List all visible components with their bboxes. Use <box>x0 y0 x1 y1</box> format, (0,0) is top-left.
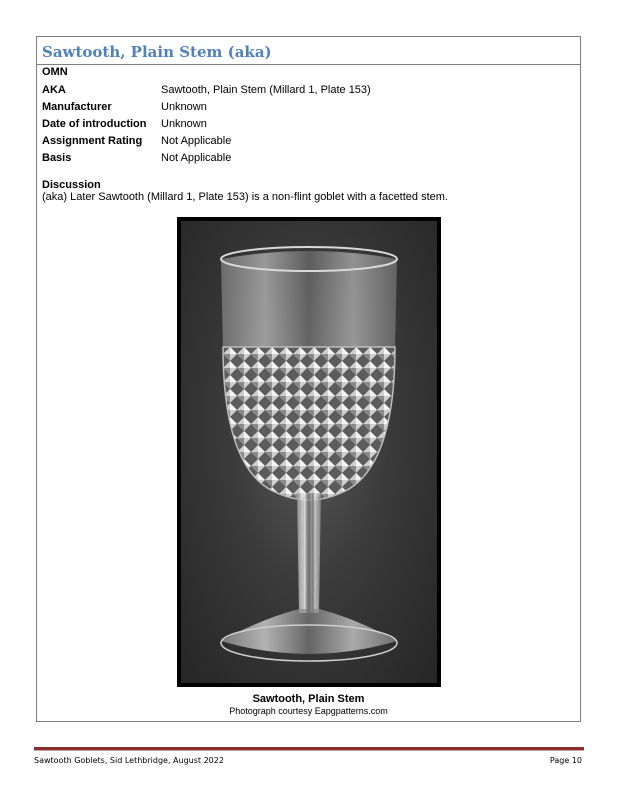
manufacturer-value: Unknown <box>161 101 207 113</box>
assignment-rating-value: Not Applicable <box>161 135 232 147</box>
footer-document-info: Sawtooth Goblets, Sid Lethbridge, August 2022 <box>34 756 224 765</box>
photo-caption-title: Sawtooth, Plain Stem <box>252 693 365 705</box>
goblet-photo <box>177 217 441 687</box>
discussion-text: (aka) Later Sawtooth (Millard 1, Plate 153) is a non-flint goblet with a facetted stem. <box>42 191 448 203</box>
basis-label: Basis <box>42 152 72 164</box>
photo-caption-credit: Photograph courtesy Eapgpatterns.com <box>229 706 388 716</box>
date-of-introduction-value: Unknown <box>161 118 207 130</box>
date-of-introduction-label: Date of introduction <box>42 118 147 130</box>
assignment-rating-label: Assignment Rating <box>42 135 143 147</box>
discussion-label: Discussion <box>42 179 101 191</box>
title-divider <box>37 64 580 65</box>
omn-label: OMN <box>42 66 68 78</box>
basis-value: Not Applicable <box>161 152 232 164</box>
footer-rule-secondary <box>34 750 584 751</box>
pattern-record-frame <box>36 36 581 722</box>
page-title: Sawtooth, Plain Stem (aka) <box>42 43 272 61</box>
aka-value: Sawtooth, Plain Stem (Millard 1, Plate 153) <box>161 84 371 96</box>
footer-page-number: Page 10 <box>549 756 582 765</box>
aka-label: AKA <box>42 84 66 96</box>
manufacturer-label: Manufacturer <box>42 101 112 113</box>
goblet-illustration <box>181 221 437 683</box>
